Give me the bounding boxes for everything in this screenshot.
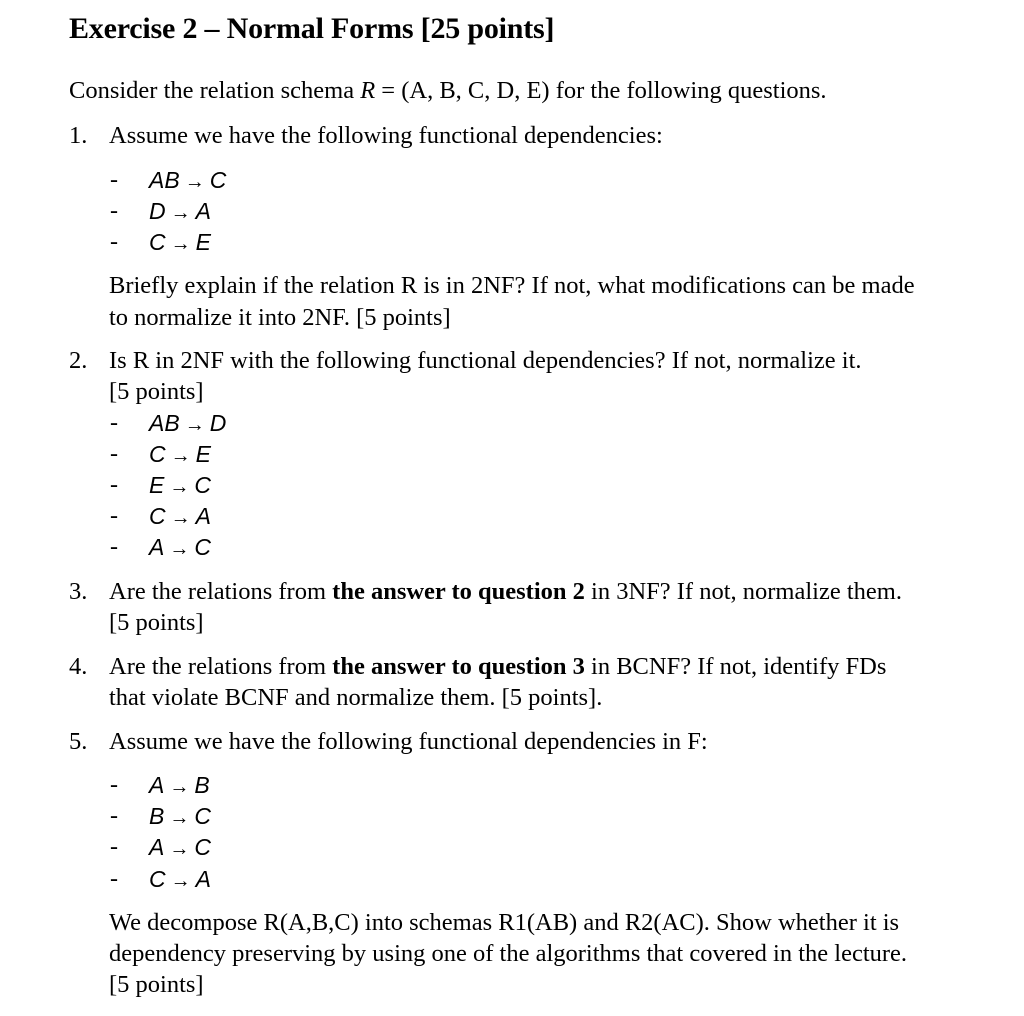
- q2-fd-2-dash: -: [110, 441, 118, 467]
- intro-before: Consider the relation schema: [69, 77, 361, 104]
- intro-symbol: R: [360, 77, 376, 104]
- q2-fd-5: A → C: [149, 534, 211, 560]
- q5-fd-1: A → B: [149, 772, 210, 798]
- exercise-title: Exercise 2 – Normal Forms [25 points]: [69, 12, 555, 45]
- q3-line1: Are the relations from the answer to question 2 in 3NF? If not, normalize them.: [109, 578, 902, 605]
- q1-fd-3-dash: -: [110, 229, 118, 255]
- q4-line1: Are the relations from the answer to question 3 in BCNF? If not, identify FDs: [109, 653, 887, 680]
- q2-fd-3: E → C: [149, 472, 211, 498]
- q5-fd-1-dash: -: [110, 772, 118, 798]
- q5-fd-2-dash: -: [110, 803, 118, 829]
- q5-line1: We decompose R(A,B,C) into schemas R1(AB) and R2(AC). Show whether it is: [109, 909, 900, 936]
- q2-fd-5-dash: -: [110, 534, 118, 560]
- q5-line3: [5 points]: [109, 971, 204, 998]
- q5-number: 5.: [69, 728, 88, 755]
- q2-line2: [5 points]: [109, 378, 204, 405]
- q1-explain-line2: to normalize it into 2NF. [5 points]: [109, 304, 451, 331]
- q1-fd-1: AB → C: [149, 167, 227, 193]
- q5-fd-2: B → C: [149, 803, 211, 829]
- q2-line1: Is R in 2NF with the following functional dependencies? If not, normalize it.: [109, 347, 862, 374]
- intro-after: = (A, B, C, D, E) for the following questions.: [375, 77, 827, 104]
- q1-fd-3: C → E: [149, 229, 211, 255]
- q5-line2: dependency preserving by using one of the algorithms that covered in the lecture.: [109, 940, 908, 967]
- q1-explain-line1: Briefly explain if the relation R is in 2NF? If not, what modifications can be made: [109, 272, 915, 299]
- q5-fd-3: A → C: [149, 834, 211, 860]
- q2-fd-4-dash: -: [110, 503, 118, 529]
- q5-fd-4-dash: -: [110, 866, 118, 892]
- q2-fd-2: C → E: [149, 441, 211, 467]
- q5-fd-4: C → A: [149, 866, 211, 892]
- q3-line2: [5 points]: [109, 609, 204, 636]
- q5-text: Assume we have the following functional dependencies in F:: [109, 728, 708, 755]
- q2-number: 2.: [69, 347, 88, 374]
- q1-fd-1-dash: -: [110, 167, 118, 193]
- intro-text: [69, 75, 827, 106]
- q2-fd-4: C → A: [149, 503, 211, 529]
- q4-line2: that violate BCNF and normalize them. [5 points].: [109, 684, 603, 711]
- q1-fd-2: D → A: [149, 198, 211, 224]
- q3-number: 3.: [69, 578, 88, 605]
- q4-number: 4.: [69, 653, 88, 680]
- q2-fd-1-dash: -: [110, 410, 118, 436]
- q1-fd-2-dash: -: [110, 198, 118, 224]
- q1-text: Assume we have the following functional dependencies:: [109, 122, 663, 149]
- q5-fd-3-dash: -: [110, 834, 118, 860]
- q2-fd-3-dash: -: [110, 472, 118, 498]
- q1-number: 1.: [69, 122, 88, 149]
- q2-fd-1: AB → D: [149, 410, 227, 436]
